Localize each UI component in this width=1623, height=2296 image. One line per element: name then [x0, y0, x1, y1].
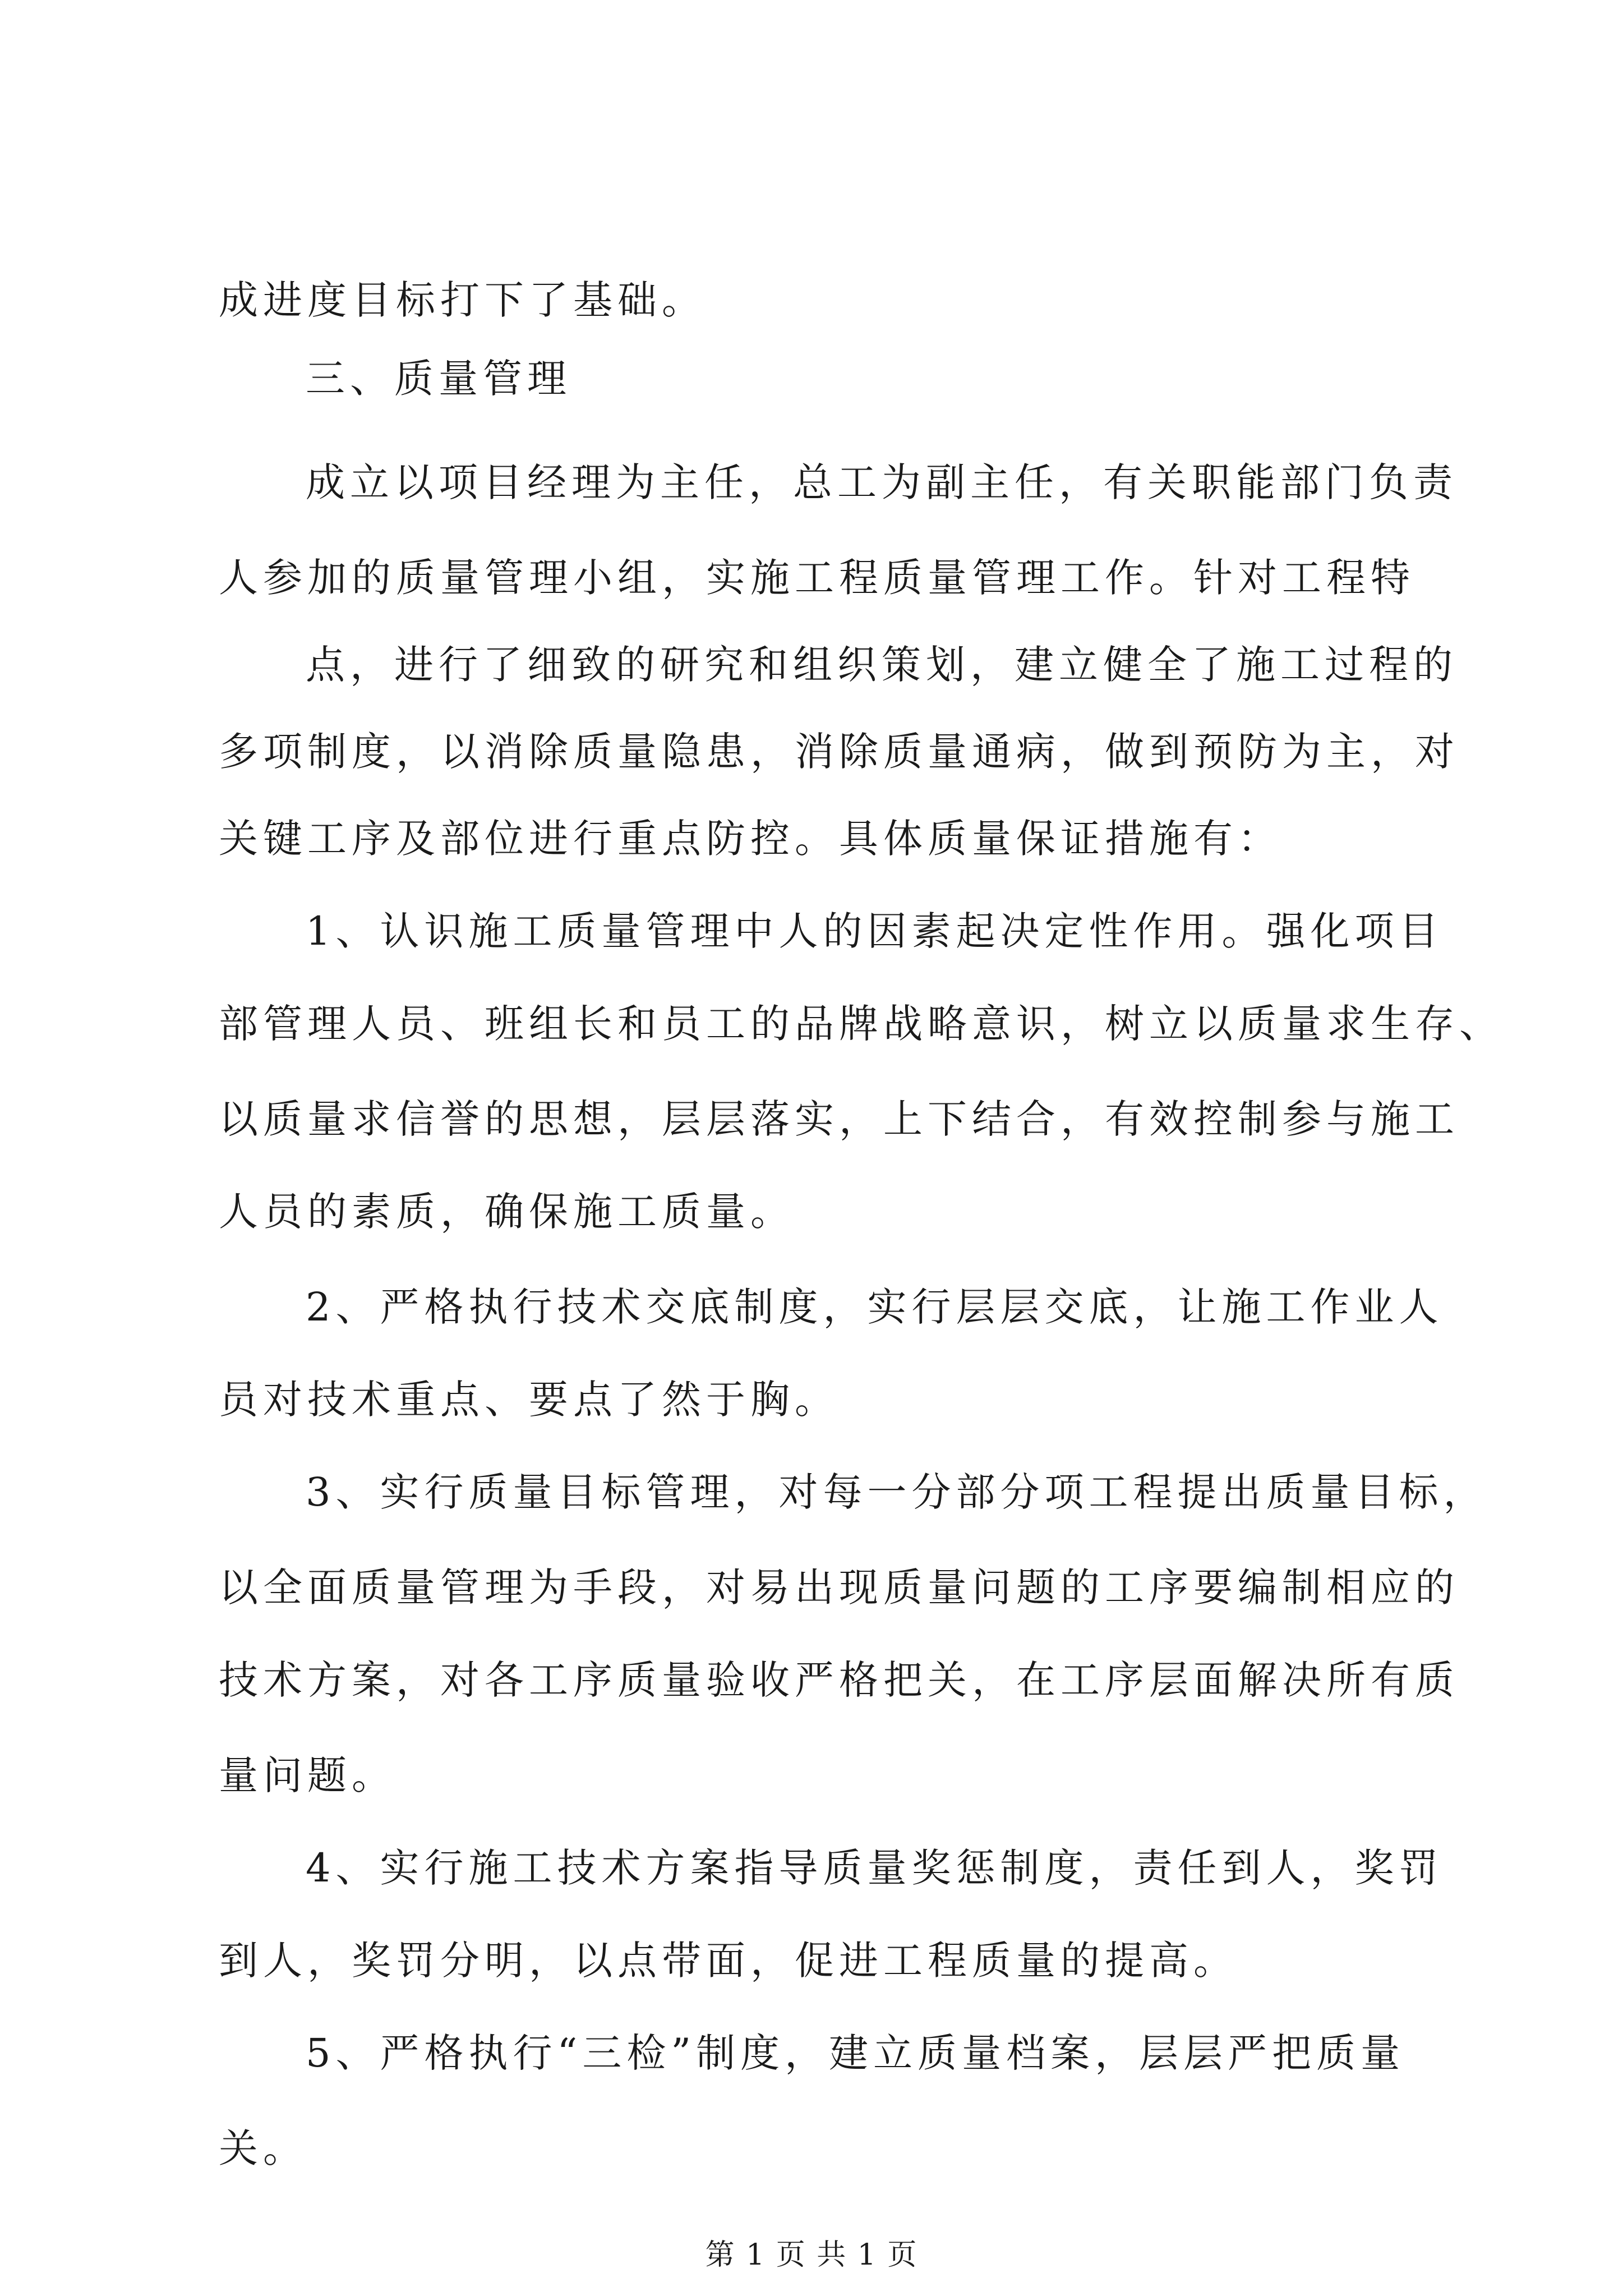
text-line: 到人，奖罚分明，以点带面，促进工程质量的提高。 [219, 1938, 1238, 1984]
text-line: 2、严格执行技术交底制度，实行层层交底，让施工作业人 [306, 1284, 1444, 1330]
text-line: 成进度目标打下了基础。 [219, 277, 706, 323]
text-line: 5、严格执行“三检”制度，建立质量档案，层层严把质量 [306, 2030, 1405, 2076]
text-line: 技术方案，对各工序质量验收严格把关，在工序层面解决所有质 [219, 1657, 1459, 1703]
text-line: 3、实行质量目标管理，对每一分部分项工程提出质量目标， [306, 1469, 1488, 1515]
text-line: 成立以项目经理为主任，总工为副主任，有关职能部门负责 [306, 459, 1458, 505]
text-line: 点，进行了细致的研究和组织策划，建立健全了施工过程的 [306, 642, 1458, 688]
text-line: 人员的素质，确保施工质量。 [219, 1189, 795, 1235]
page-number: 第 1 页 共 1 页 [705, 2238, 918, 2272]
text-line: 以全面质量管理为手段，对易出现质量问题的工序要编制相应的 [219, 1565, 1459, 1611]
section-heading: 三、质量管理 [306, 356, 571, 402]
text-line: 以质量求信誉的思想，层层落实，上下结合，有效控制参与施工 [219, 1096, 1459, 1142]
text-line: 关。 [219, 2125, 307, 2171]
text-line: 1、认识施工质量管理中人的因素起决定性作用。强化项目 [306, 908, 1444, 954]
text-line: 4、实行施工技术方案指导质量奖惩制度，责任到人，奖罚 [306, 1845, 1444, 1891]
text-line: 员对技术重点、要点了然于胸。 [219, 1377, 839, 1423]
text-line: 人参加的质量管理小组，实施工程质量管理工作。针对工程特 [219, 555, 1415, 601]
text-line: 量问题。 [219, 1752, 396, 1798]
text-line: 多项制度，以消除质量隐患，消除质量通病，做到预防为主，对 [219, 729, 1459, 775]
text-line: 部管理人员、班组长和员工的品牌战略意识，树立以质量求生存、 [219, 1001, 1504, 1047]
text-line: 关键工序及部位进行重点防控。具体质量保证措施有： [219, 816, 1282, 862]
